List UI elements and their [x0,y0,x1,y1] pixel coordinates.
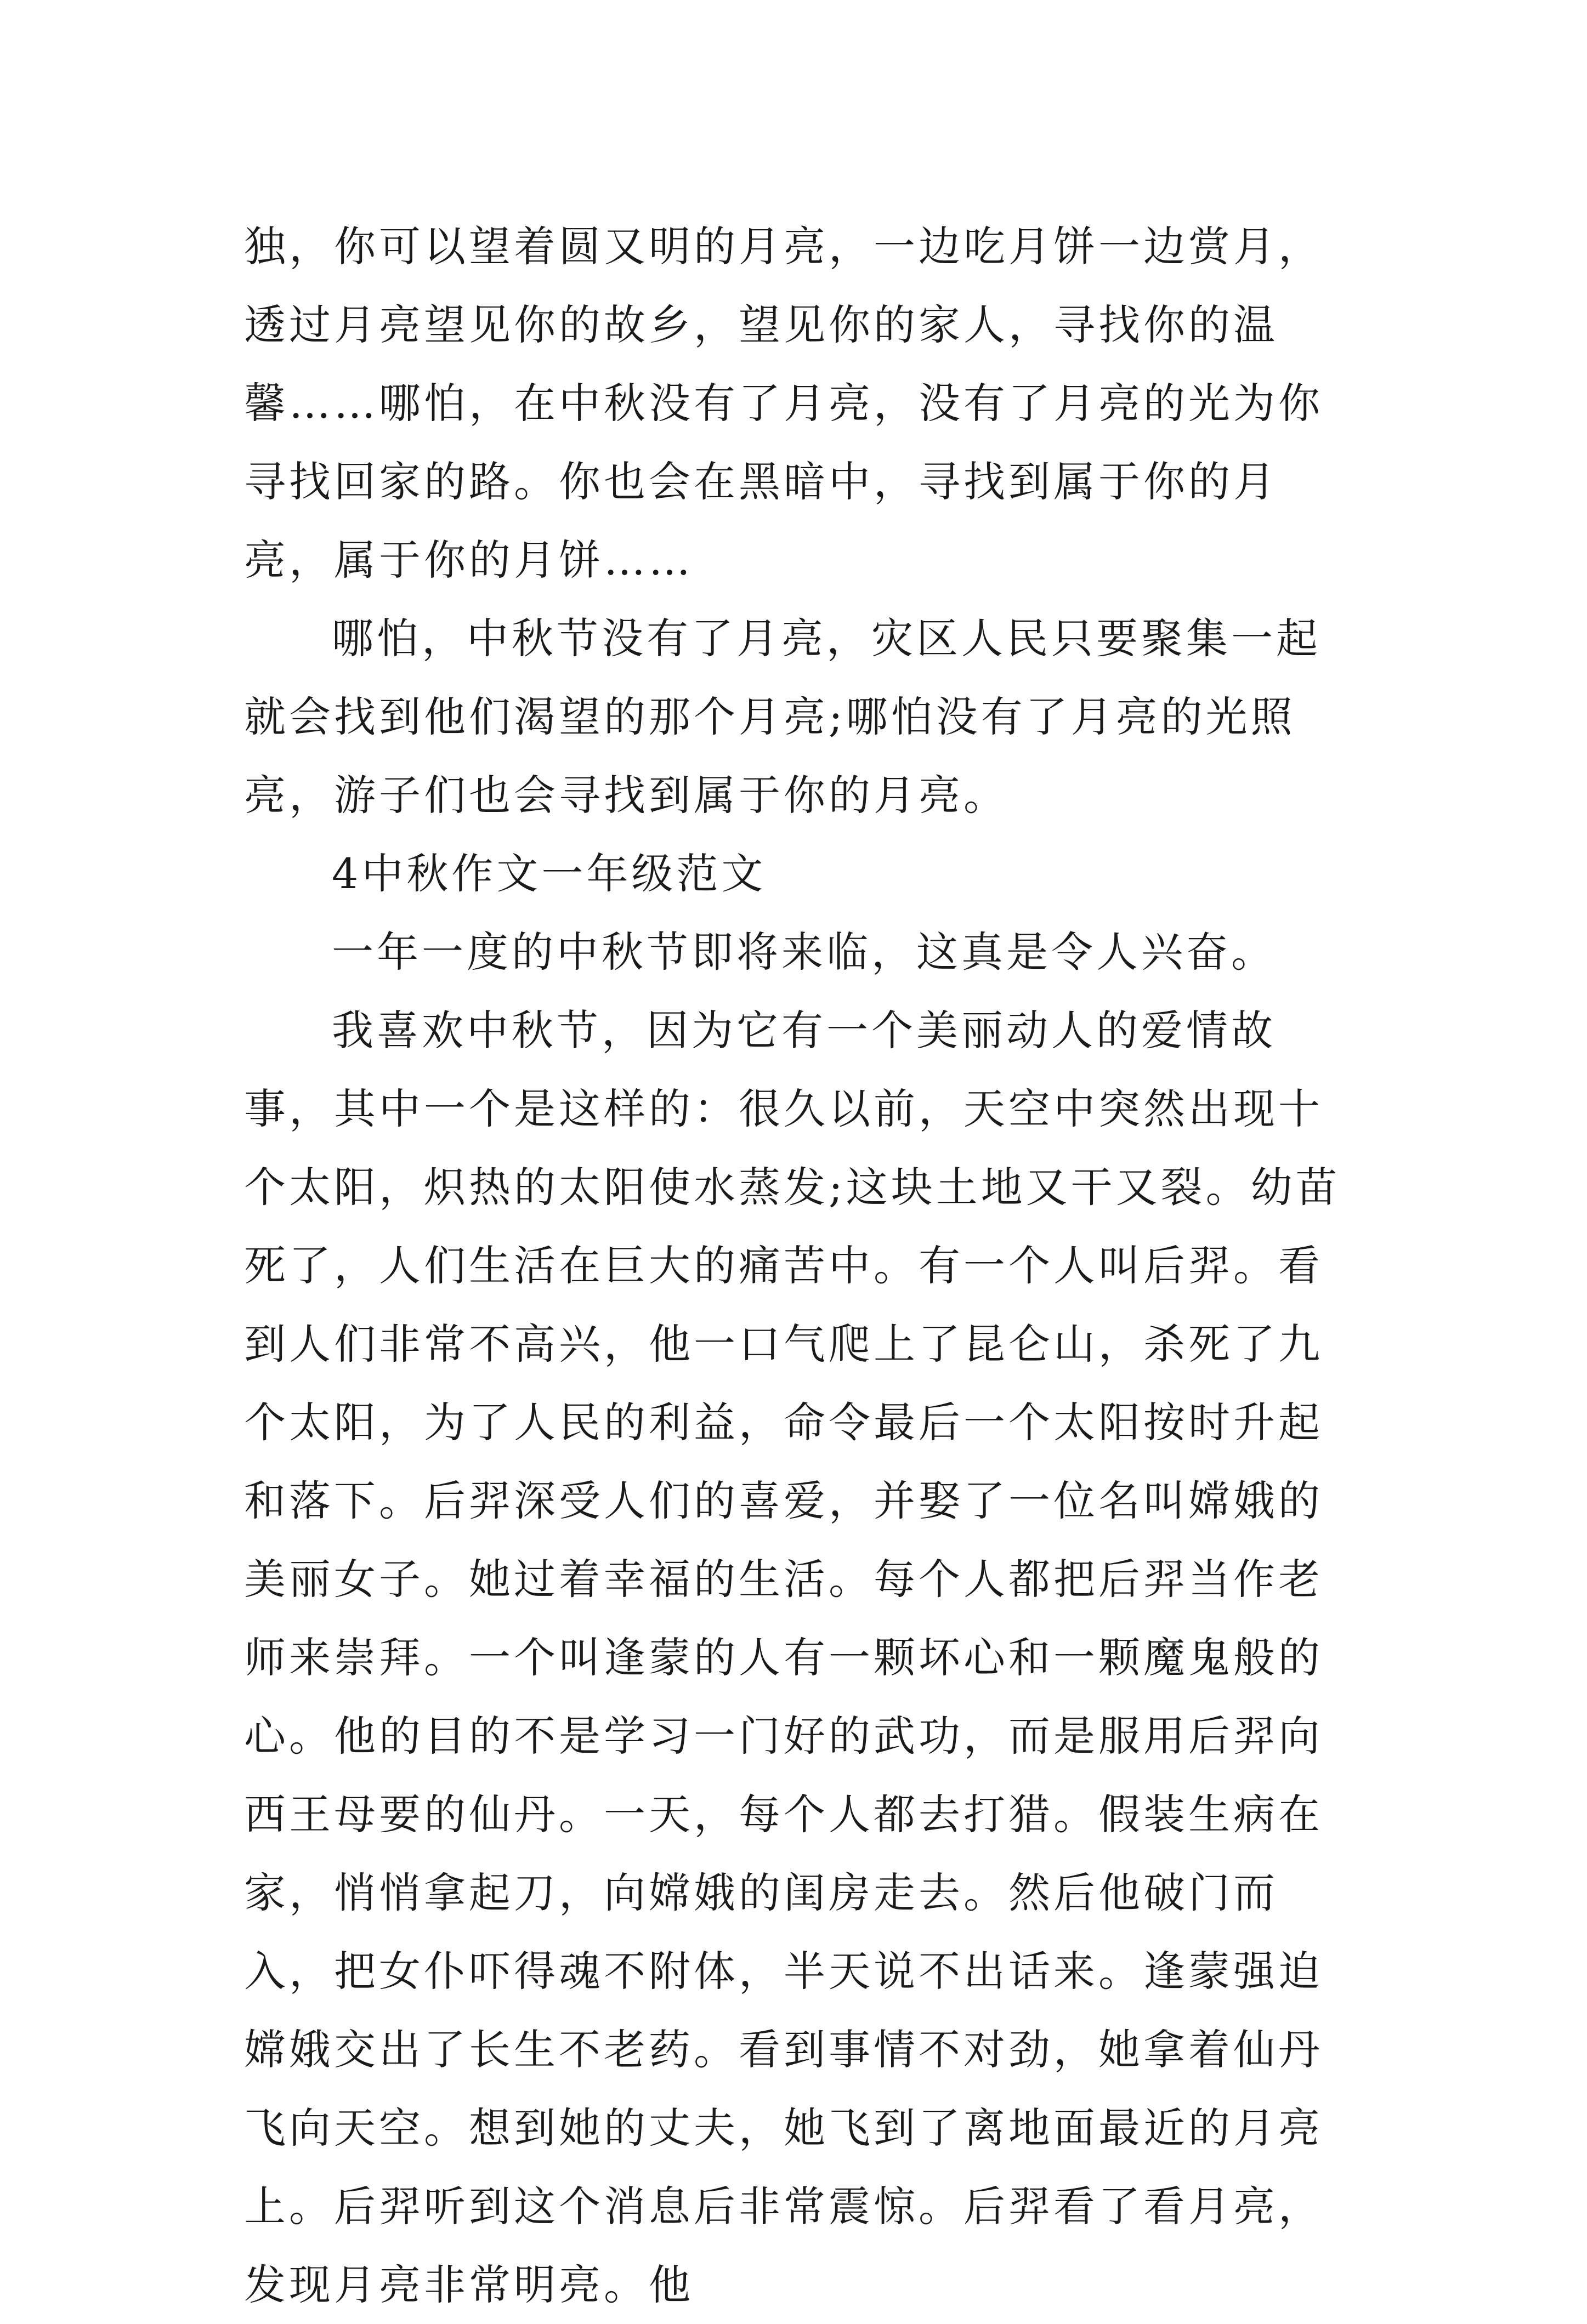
paragraph-intro: 一年一度的中秋节即将来临，这真是令人兴奋。 [332,928,1276,976]
paragraph-legend: 我喜欢中秋节，因为它有一个美丽动人的爱情故事，其中一个是这样的：很久以前，天空中突然出现十个太阳，炽热的太阳使水蒸发;这块土地又干又裂。幼苗死了，人们生活在巨大的痛苦中。有一个人叫后羿。看到人们非常不高兴，他一口气爬上了昆仑山，杀死了九个太阳，为了人民的利益，命令最后一个太阳按时升起和落下。后羿深受人们的喜爱，并娶了一位名叫嫦娥的美丽女子。她过着幸福的生活。每个人都把后羿当作老师来崇拜。一个叫逢蒙的人有一颗坏心和一颗魔鬼般的心。他的目的不是学习一门好的武功，而是服用后羿向西王母要的仙丹。一天，每个人都去打猎。假装生病在家，悄悄拿起刀，向嫦娥的闺房走去。然后他破门而入，把女仆吓得魂不附体，半天说不出话来。逢蒙强迫嫦娥交出了长生不老药。看到事情不对劲，她拿着仙丹飞向天空。想到她的丈夫，她飞到了离地面最近的月亮上。后羿听到这个消息后非常震惊。后羿看了看月亮，发现月亮非常明亮。他 [244,1006,1341,2309]
paragraph-continuation: 独，你可以望着圆又明的月亮，一边吃月饼一边赏月，透过月亮望见你的故乡，望见你的家人，寻找你的温馨……哪怕，在中秋没有了月亮，没有了月亮的光为你寻找回家的路。你也会在黑暗中，寻找到属于你的月亮，属于你的月饼…… [244,222,1323,584]
section-heading: 4中秋作文一年级范文 [332,849,767,898]
paragraph-disaster-area: 哪怕，中秋节没有了月亮，灾区人民只要聚集一起就会找到他们渴望的那个月亮;哪怕没有了月亮的光照亮，游子们也会寻找到属于你的月亮。 [244,614,1321,820]
document-body [244,207,1363,2324]
